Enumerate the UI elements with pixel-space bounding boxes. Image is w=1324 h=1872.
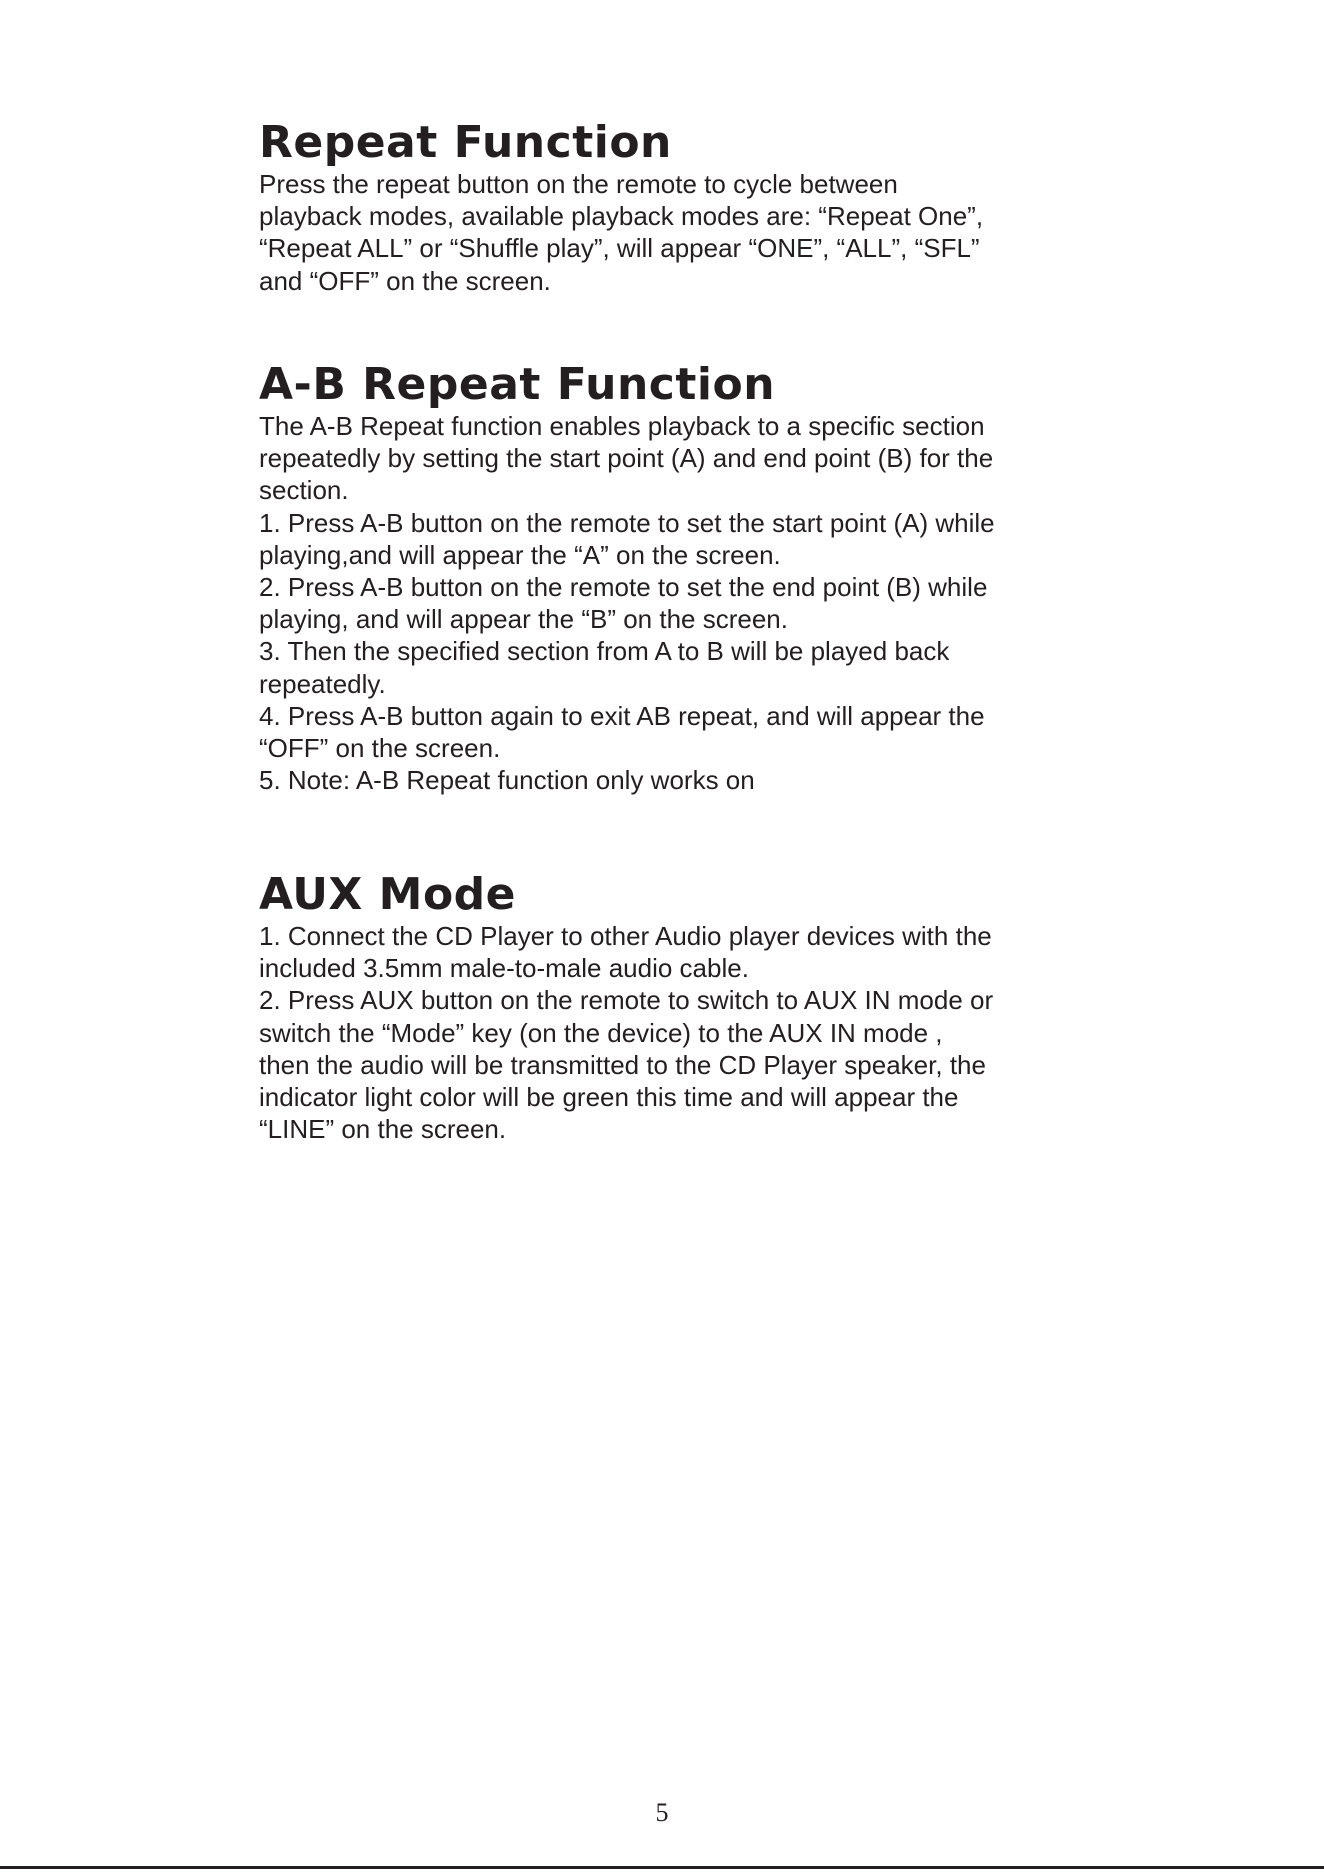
section-heading: Repeat Function [259,117,672,168]
section-body [259,920,1089,1145]
section-heading: A-B Repeat Function [259,359,776,410]
body-line: “OFF” on the screen. [259,733,501,764]
body-line: 4. Press A-B button again to exit AB repeat, and will appear the [259,700,985,731]
body-line: 1. Connect the CD Player to other Audio player devices with the [259,921,992,951]
aux-mode-section [259,870,1089,1145]
body-line: repeatedly by setting the start point (A) and end point (B) for the [259,443,994,474]
body-line: 2. Press AUX button on the remote to switch to AUX IN mode or [259,985,994,1016]
body-line: playback modes, available playback modes are: “Repeat One”, [259,201,984,232]
body-line: repeatedly. [259,668,386,699]
body-line: and “OFF” on the screen. [259,265,551,296]
body-line: 2. Press A-B button on the remote to set the end point (B) while [259,572,988,603]
section-heading: AUX Mode [259,869,517,920]
body-line: playing,and will appear the “A” on the screen. [259,539,781,570]
body-line: playing, and will appear the “B” on the screen. [259,604,788,635]
body-line: 5. Note: A-B Repeat function only works on [259,765,755,796]
body-line: indicator light color will be green this time and will appear the [259,1082,959,1113]
bottom-rule [0,1866,1324,1869]
body-line: 1. Press A-B button on the remote to set the start point (A) while [259,507,995,538]
body-line: Press the repeat button on the remote to cycle between [259,169,898,199]
body-line: included 3.5mm male-to-male audio cable. [259,953,749,984]
repeat-function-section [259,118,1089,297]
section-body [259,410,1089,796]
ab-repeat-function-section [259,360,1089,796]
body-line: switch the “Mode” key (on the device) to the AUX IN mode , [259,1017,943,1048]
page-number: 5 [655,1798,669,1827]
body-line: section. [259,475,349,506]
body-line: The A-B Repeat function enables playback to a specific section [259,411,985,441]
body-line: then the audio will be transmitted to the CD Player speaker, the [259,1049,986,1080]
body-line: “LINE” on the screen. [259,1114,507,1145]
body-line: 3. Then the specified section from A to B will be played back [259,636,950,667]
section-body [259,168,1089,297]
body-line: “Repeat ALL” or “Shuffle play”, will appear “ONE”, “ALL”, “SFL” [259,233,980,264]
